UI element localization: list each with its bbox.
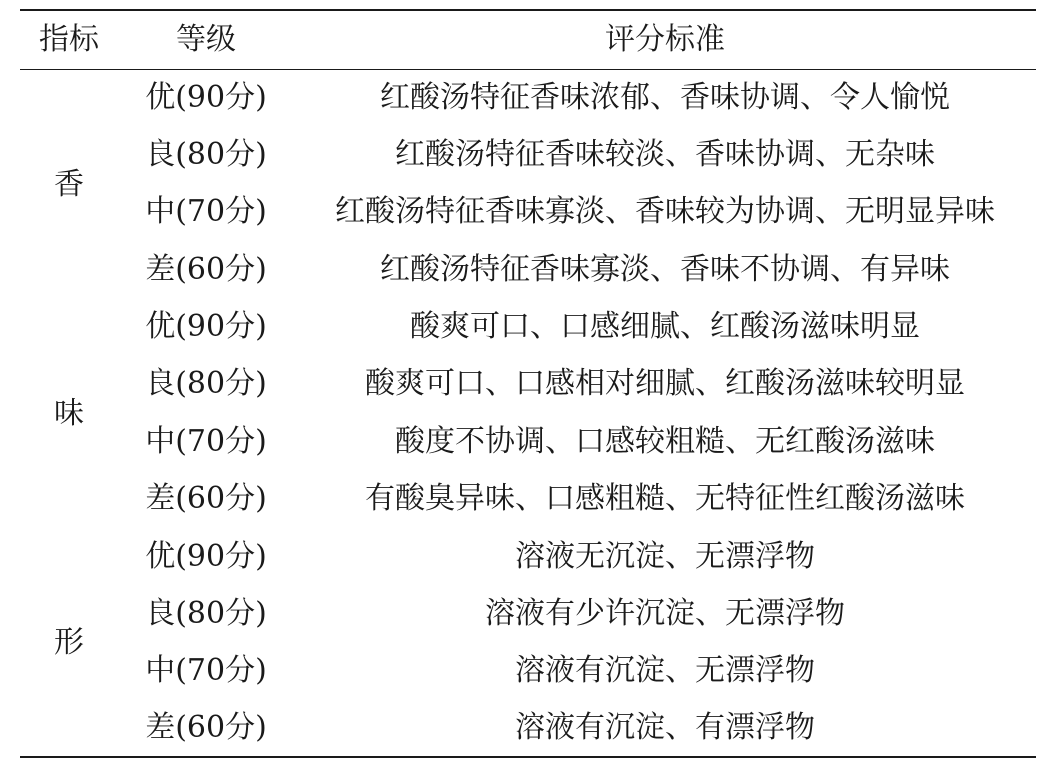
criteria-cell: 红酸汤特征香味较淡、香味协调、无杂味 [395,137,935,172]
grade-cell: 差(60分) [145,252,267,287]
table-top-rule [20,9,1036,11]
header-grade: 等级 [176,22,236,57]
grade-cell: 优(90分) [145,309,267,344]
criteria-cell: 酸爽可口、口感细腻、红酸汤滋味明显 [410,309,920,344]
criteria-cell: 酸度不协调、口感较粗糙、无红酸汤滋味 [395,424,935,459]
indicator-form: 形 [54,625,84,660]
criteria-cell: 酸爽可口、口感相对细腻、红酸汤滋味较明显 [365,366,965,401]
criteria-cell: 溶液无沉淀、无漂浮物 [515,539,815,574]
criteria-cell: 红酸汤特征香味寡淡、香味较为协调、无明显异味 [335,194,995,229]
criteria-cell: 溶液有沉淀、无漂浮物 [515,653,815,688]
grade-cell: 中(70分) [145,194,267,229]
grade-cell: 良(80分) [145,137,267,172]
grade-cell: 优(90分) [145,539,267,574]
indicator-aroma: 香 [54,167,84,202]
criteria-cell: 溶液有少许沉淀、无漂浮物 [485,596,845,631]
criteria-cell: 红酸汤特征香味寡淡、香味不协调、有异味 [380,252,950,287]
grade-cell: 差(60分) [145,481,267,516]
grade-cell: 中(70分) [145,424,267,459]
grade-cell: 优(90分) [145,80,267,115]
header-criteria: 评分标准 [605,22,725,57]
criteria-cell: 有酸臭异味、口感粗糙、无特征性红酸汤滋味 [365,481,965,516]
table-header-rule [20,69,1036,70]
grade-cell: 良(80分) [145,366,267,401]
grade-cell: 良(80分) [145,596,267,631]
table-bottom-rule [20,756,1036,758]
indicator-taste: 味 [54,396,84,431]
header-indicator: 指标 [39,22,99,57]
grade-cell: 差(60分) [145,710,267,745]
grade-cell: 中(70分) [145,653,267,688]
criteria-cell: 溶液有沉淀、有漂浮物 [515,710,815,745]
criteria-cell: 红酸汤特征香味浓郁、香味协调、令人愉悦 [380,80,950,115]
